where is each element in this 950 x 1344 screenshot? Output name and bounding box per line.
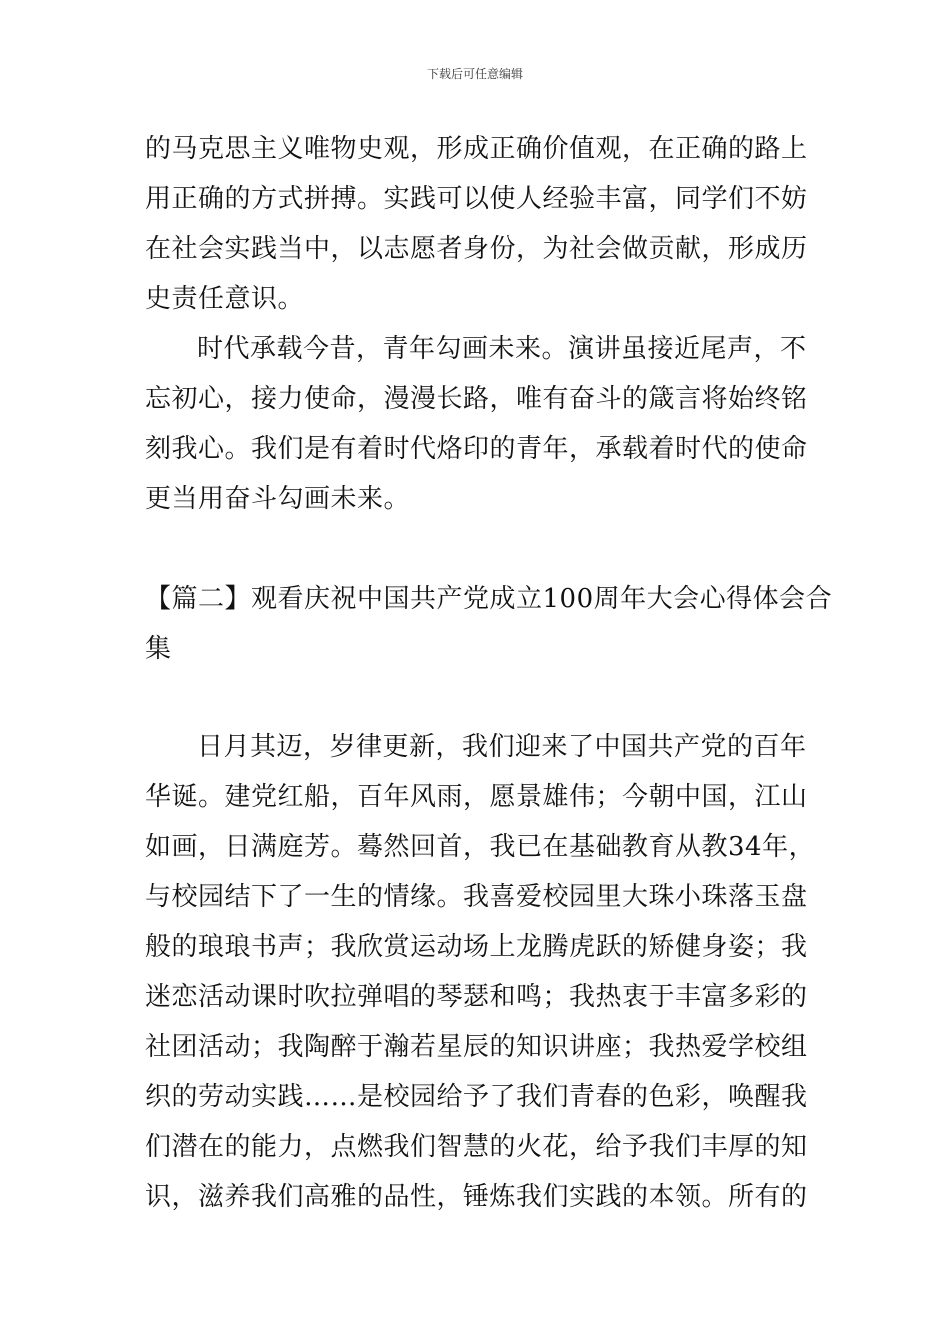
heading-line: 【篇二】观看庆祝中国共产党成立100周年大会心得体会合 bbox=[145, 584, 833, 614]
text-line: 织的劳动实践……是校园给予了我们青春的色彩，唤醒我 bbox=[145, 1082, 808, 1112]
heading-line: 集 bbox=[145, 634, 172, 664]
text-line: 时代承载今昔，青年勾画未来。演讲虽接近尾声，不 bbox=[197, 334, 807, 364]
paragraph-2 bbox=[145, 324, 810, 524]
text-line: 们潜在的能力，点燃我们智慧的火花，给予我们丰厚的知 bbox=[145, 1132, 808, 1162]
text-line: 刻我心。我们是有着时代烙印的青年，承载着时代的使命 bbox=[145, 434, 808, 464]
text-line: 在社会实践当中，以志愿者身份，为社会做贡献，形成历 bbox=[145, 234, 808, 264]
text-line: 识，滋养我们高雅的品性，锤炼我们实践的本领。所有的 bbox=[145, 1182, 808, 1212]
text-line: 用正确的方式拼搏。实践可以使人经验丰富，同学们不妨 bbox=[145, 184, 808, 214]
text-line: 华诞。建党红船，百年风雨，愿景雄伟；今朝中国，江山 bbox=[145, 782, 808, 812]
text-line: 如画，日满庭芳。蓦然回首，我已在基础教育从教34年， bbox=[145, 832, 816, 862]
text-line: 的马克思主义唯物史观，形成正确价值观，在正确的路上 bbox=[145, 134, 808, 164]
section-heading bbox=[145, 574, 833, 674]
text-line: 迷恋活动课时吹拉弹唱的琴瑟和鸣；我热衷于丰富多彩的 bbox=[145, 982, 808, 1012]
page-header: 下载后可任意编辑 bbox=[426, 67, 523, 81]
paragraph-1 bbox=[145, 124, 810, 324]
text-line: 忘初心，接力使命，漫漫长路，唯有奋斗的箴言将始终铭 bbox=[145, 384, 808, 414]
text-line: 般的琅琅书声；我欣赏运动场上龙腾虎跃的矫健身姿；我 bbox=[145, 932, 808, 962]
paragraph-3 bbox=[145, 722, 816, 1222]
text-line: 史责任意识。 bbox=[145, 284, 305, 314]
text-line: 日月其迈，岁律更新，我们迎来了中国共产党的百年 bbox=[197, 732, 807, 762]
text-line: 更当用奋斗勾画未来。 bbox=[145, 484, 411, 514]
text-line: 与校园结下了一生的情缘。我喜爱校园里大珠小珠落玉盘 bbox=[145, 882, 808, 912]
text-line: 社团活动；我陶醉于瀚若星辰的知识讲座；我热爱学校组 bbox=[145, 1032, 808, 1062]
